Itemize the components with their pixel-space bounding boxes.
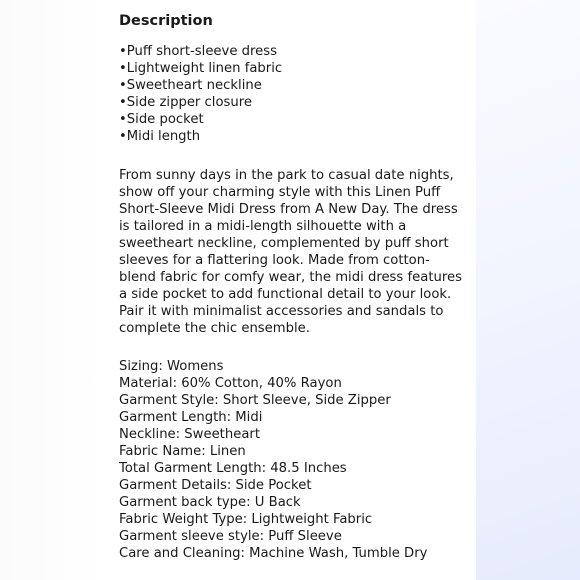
- feature-item: •Sweetheart neckline: [119, 78, 262, 93]
- spec-item: Neckline: Sweetheart: [119, 427, 260, 442]
- spec-item: Garment back type: U Back: [119, 495, 301, 510]
- spec-item: Garment Length: Midi: [119, 410, 263, 425]
- feature-list: [119, 43, 476, 145]
- spec-item: Care and Cleaning: Machine Wash, Tumble Dry: [119, 546, 428, 561]
- spec-item: Fabric Weight Type: Lightweight Fabric: [119, 512, 373, 527]
- feature-item: •Side pocket: [119, 112, 204, 127]
- spec-item: Material: 60% Cotton, 40% Rayon: [119, 376, 342, 391]
- feature-item: •Lightweight linen fabric: [119, 61, 283, 76]
- description-panel: [106, 0, 476, 580]
- left-margin: [0, 0, 106, 580]
- feature-item: •Midi length: [119, 129, 201, 144]
- description-paragraph: From sunny days in the park to casual date nights, show off your charming style with this Linen Puff Short-Sleeve Midi Dress from A New Day. The dress is tailored in a midi-length silhouette with a sweetheart neckline, complemented by puff short sleeves for a flattering look. Made from cotton-blend fabric for comfy wear, the midi dress features a side pocket to add functional detail to your look. Pair it with minimalist accessories and sandals to complete the chic ensemble.: [119, 168, 462, 336]
- spec-item: Total Garment Length: 48.5 Inches: [119, 461, 347, 476]
- spec-item: Garment Details: Side Pocket: [119, 478, 312, 493]
- feature-item: •Side zipper closure: [119, 95, 253, 110]
- spec-item: Sizing: Womens: [119, 359, 224, 374]
- spec-item: Fabric Name: Linen: [119, 444, 246, 459]
- feature-item: •Puff short-sleeve dress: [119, 44, 278, 59]
- description-heading: Description: [119, 13, 213, 29]
- spec-list: [119, 358, 476, 562]
- right-margin: [476, 0, 580, 580]
- spec-item: Garment sleeve style: Puff Sleeve: [119, 529, 342, 544]
- spec-item: Garment Style: Short Sleeve, Side Zipper: [119, 393, 391, 408]
